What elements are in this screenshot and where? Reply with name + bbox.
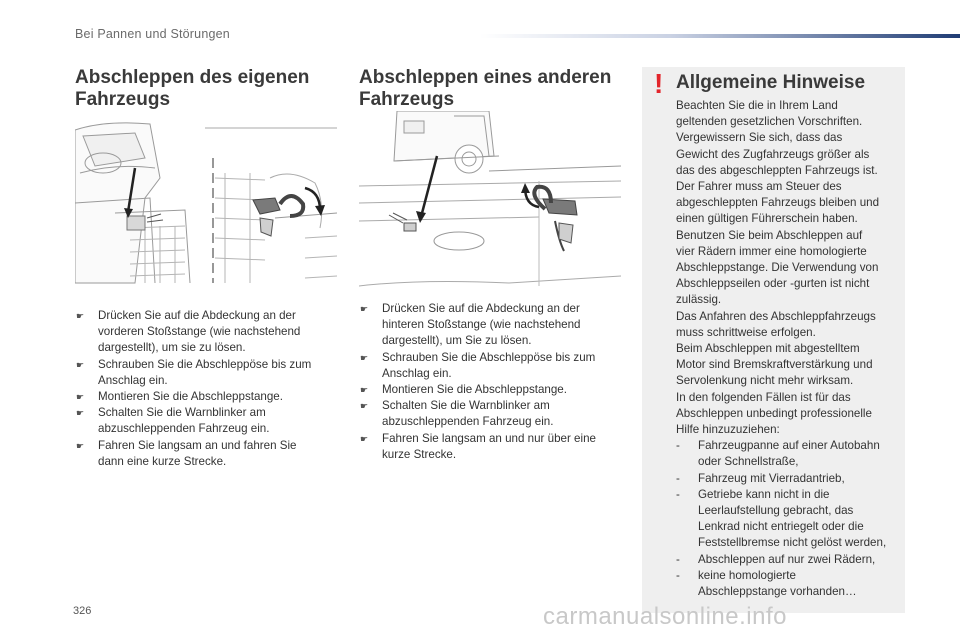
- finger-bullet-icon: ☛: [76, 311, 85, 321]
- list-item: [676, 438, 904, 470]
- list-item: [76, 389, 326, 405]
- note-line: abgeschleppten Fahrzeugs bleiben und: [676, 196, 880, 210]
- list-item: [76, 438, 326, 470]
- note-line: Beim Abschleppen mit abgestelltem: [676, 342, 860, 356]
- step-line: Schalten Sie die Warnblinker am: [98, 406, 266, 420]
- step-line: hinteren Stoßstange (wie nachstehend: [382, 318, 581, 332]
- left-title-line-1: Abschleppen des eigenen: [75, 67, 310, 88]
- step-line: abzuschleppenden Fahrzeug ein.: [98, 422, 270, 436]
- note-line: zulässig.: [676, 293, 722, 307]
- case-line: Abschleppen auf nur zwei Rädern,: [698, 552, 876, 566]
- list-item: [76, 405, 326, 437]
- note-line: Der Fahrer muss am Steuer des: [676, 180, 842, 194]
- middle-title-line-1: Abschleppen eines anderen: [359, 67, 612, 88]
- note-line: In den folgenden Fällen ist für das: [676, 390, 851, 404]
- finger-bullet-icon: ☛: [360, 401, 369, 412]
- rear-towing-eye-illustration: [359, 111, 621, 291]
- watermark: carmanualsonline.info: [543, 603, 787, 630]
- note-line: Servolenkung nicht mehr wirksam.: [676, 374, 854, 388]
- case-line: Lenkrad nicht entriegelt oder die: [698, 520, 864, 534]
- finger-bullet-icon: ☛: [360, 304, 369, 314]
- dash-bullet: -: [676, 552, 680, 566]
- note-line: Beachten Sie die in Ihrem Land: [676, 99, 838, 112]
- step-line: Fahren Sie langsam an und fahren Sie: [98, 438, 297, 452]
- step-line: Montieren Sie die Abschleppstange.: [382, 383, 567, 397]
- list-item: [360, 431, 620, 463]
- left-title-line-2: Fahrzeugs: [75, 89, 171, 110]
- list-item: [676, 471, 904, 487]
- left-column-title: [75, 67, 309, 111]
- note-line: Das Anfahren des Abschleppfahrzeugs: [676, 309, 876, 323]
- list-item: [76, 357, 326, 389]
- note-line: Vergewissern Sie sich, dass das: [676, 131, 843, 145]
- case-line: Feststellbremse nicht gelöst werden,: [698, 536, 887, 550]
- middle-title-line-2: Fahrzeugs: [359, 89, 455, 110]
- section-header: Bei Pannen und Störungen: [75, 27, 230, 41]
- case-line: Abschleppstange vorhanden…: [698, 585, 857, 599]
- note-line: das des abgeschleppten Fahrzeugs ist.: [676, 163, 878, 177]
- note-line: Gewicht des Zugfahrzeugs größer als: [676, 147, 870, 161]
- general-notes-title: Allgemeine Hinweise: [676, 72, 866, 93]
- finger-bullet-icon: ☛: [76, 359, 85, 370]
- case-line: Leerlaufstellung gebracht, das: [698, 504, 854, 518]
- list-item: [676, 552, 904, 568]
- finger-bullet-icon: ☛: [76, 440, 85, 451]
- front-towing-eye-illustration: [75, 118, 337, 290]
- note-line: vier Rädern immer eine homologierte: [676, 244, 867, 258]
- step-line: Schalten Sie die Warnblinker am: [382, 399, 550, 413]
- general-notes-text: [676, 98, 904, 600]
- note-line: Benutzen Sie beim Abschleppen auf: [676, 228, 863, 242]
- step-line: Anschlag ein.: [382, 366, 452, 380]
- note-line: Abschleppen unbedingt professionelle: [676, 406, 872, 420]
- list-item: [76, 308, 326, 357]
- general-notes-paragraph: [676, 98, 904, 438]
- case-line: Getriebe kann nicht in die: [698, 487, 830, 501]
- step-line: Drücken Sie auf die Abdeckung an der: [98, 309, 296, 322]
- warning-exclamation-icon: !: [654, 68, 664, 99]
- list-item: [360, 301, 620, 350]
- note-line: geltenden gesetzlichen Vorschriften.: [676, 115, 863, 129]
- list-item: [676, 487, 904, 552]
- dash-bullet: -: [676, 487, 680, 501]
- step-line: Schrauben Sie die Abschleppöse bis zum: [382, 350, 596, 364]
- note-line: Abschleppstange. Die Verwendung von: [676, 261, 879, 275]
- step-line: dann eine kurze Strecke.: [98, 454, 227, 468]
- case-line: Fahrzeug mit Vierradantrieb,: [698, 471, 845, 485]
- step-line: dargestellt), um Sie zu lösen.: [382, 334, 532, 348]
- step-line: Montieren Sie die Abschleppstange.: [98, 390, 283, 404]
- note-line: Hilfe hinzuzuziehen:: [676, 423, 780, 437]
- dash-bullet: -: [676, 439, 680, 453]
- note-line: Abschleppseilen oder -gurten ist nicht: [676, 277, 870, 291]
- page-number: 326: [73, 605, 92, 617]
- left-steps-list: [76, 308, 326, 470]
- professional-help-cases: [676, 438, 904, 600]
- step-line: kurze Strecke.: [382, 447, 457, 461]
- list-item: [360, 382, 620, 398]
- finger-bullet-icon: ☛: [360, 352, 369, 363]
- step-line: Drücken Sie auf die Abdeckung an der: [382, 302, 580, 315]
- finger-bullet-icon: ☛: [360, 385, 369, 396]
- note-line: Motor sind Bremskraftverstärkung und: [676, 358, 873, 372]
- list-item: [360, 350, 620, 382]
- finger-bullet-icon: ☛: [76, 392, 85, 403]
- step-line: Anschlag ein.: [98, 373, 168, 387]
- dash-bullet: -: [676, 568, 680, 582]
- list-item: [676, 568, 904, 600]
- case-line: oder Schnellstraße,: [698, 455, 799, 469]
- dash-bullet: -: [676, 471, 680, 485]
- step-line: Fahren Sie langsam an und nur über eine: [382, 431, 596, 445]
- step-line: vorderen Stoßstange (wie nachstehend: [98, 325, 301, 339]
- case-line: Fahrzeugpanne auf einer Autobahn: [698, 439, 880, 453]
- step-line: abzuschleppenden Fahrzeug ein.: [382, 415, 554, 429]
- finger-bullet-icon: ☛: [360, 433, 369, 444]
- middle-column-title: [359, 67, 611, 111]
- step-line: dargestellt), um sie zu lösen.: [98, 341, 246, 355]
- finger-bullet-icon: ☛: [76, 408, 85, 419]
- case-line: keine homologierte: [698, 568, 796, 582]
- note-line: muss schrittweise erfolgen.: [676, 325, 816, 339]
- note-line: einen gültigen Führerschein haben.: [676, 212, 858, 226]
- header-rule: [480, 34, 960, 38]
- list-item: [360, 398, 620, 430]
- step-line: Schrauben Sie die Abschleppöse bis zum: [98, 357, 312, 371]
- middle-steps-list: [360, 301, 620, 463]
